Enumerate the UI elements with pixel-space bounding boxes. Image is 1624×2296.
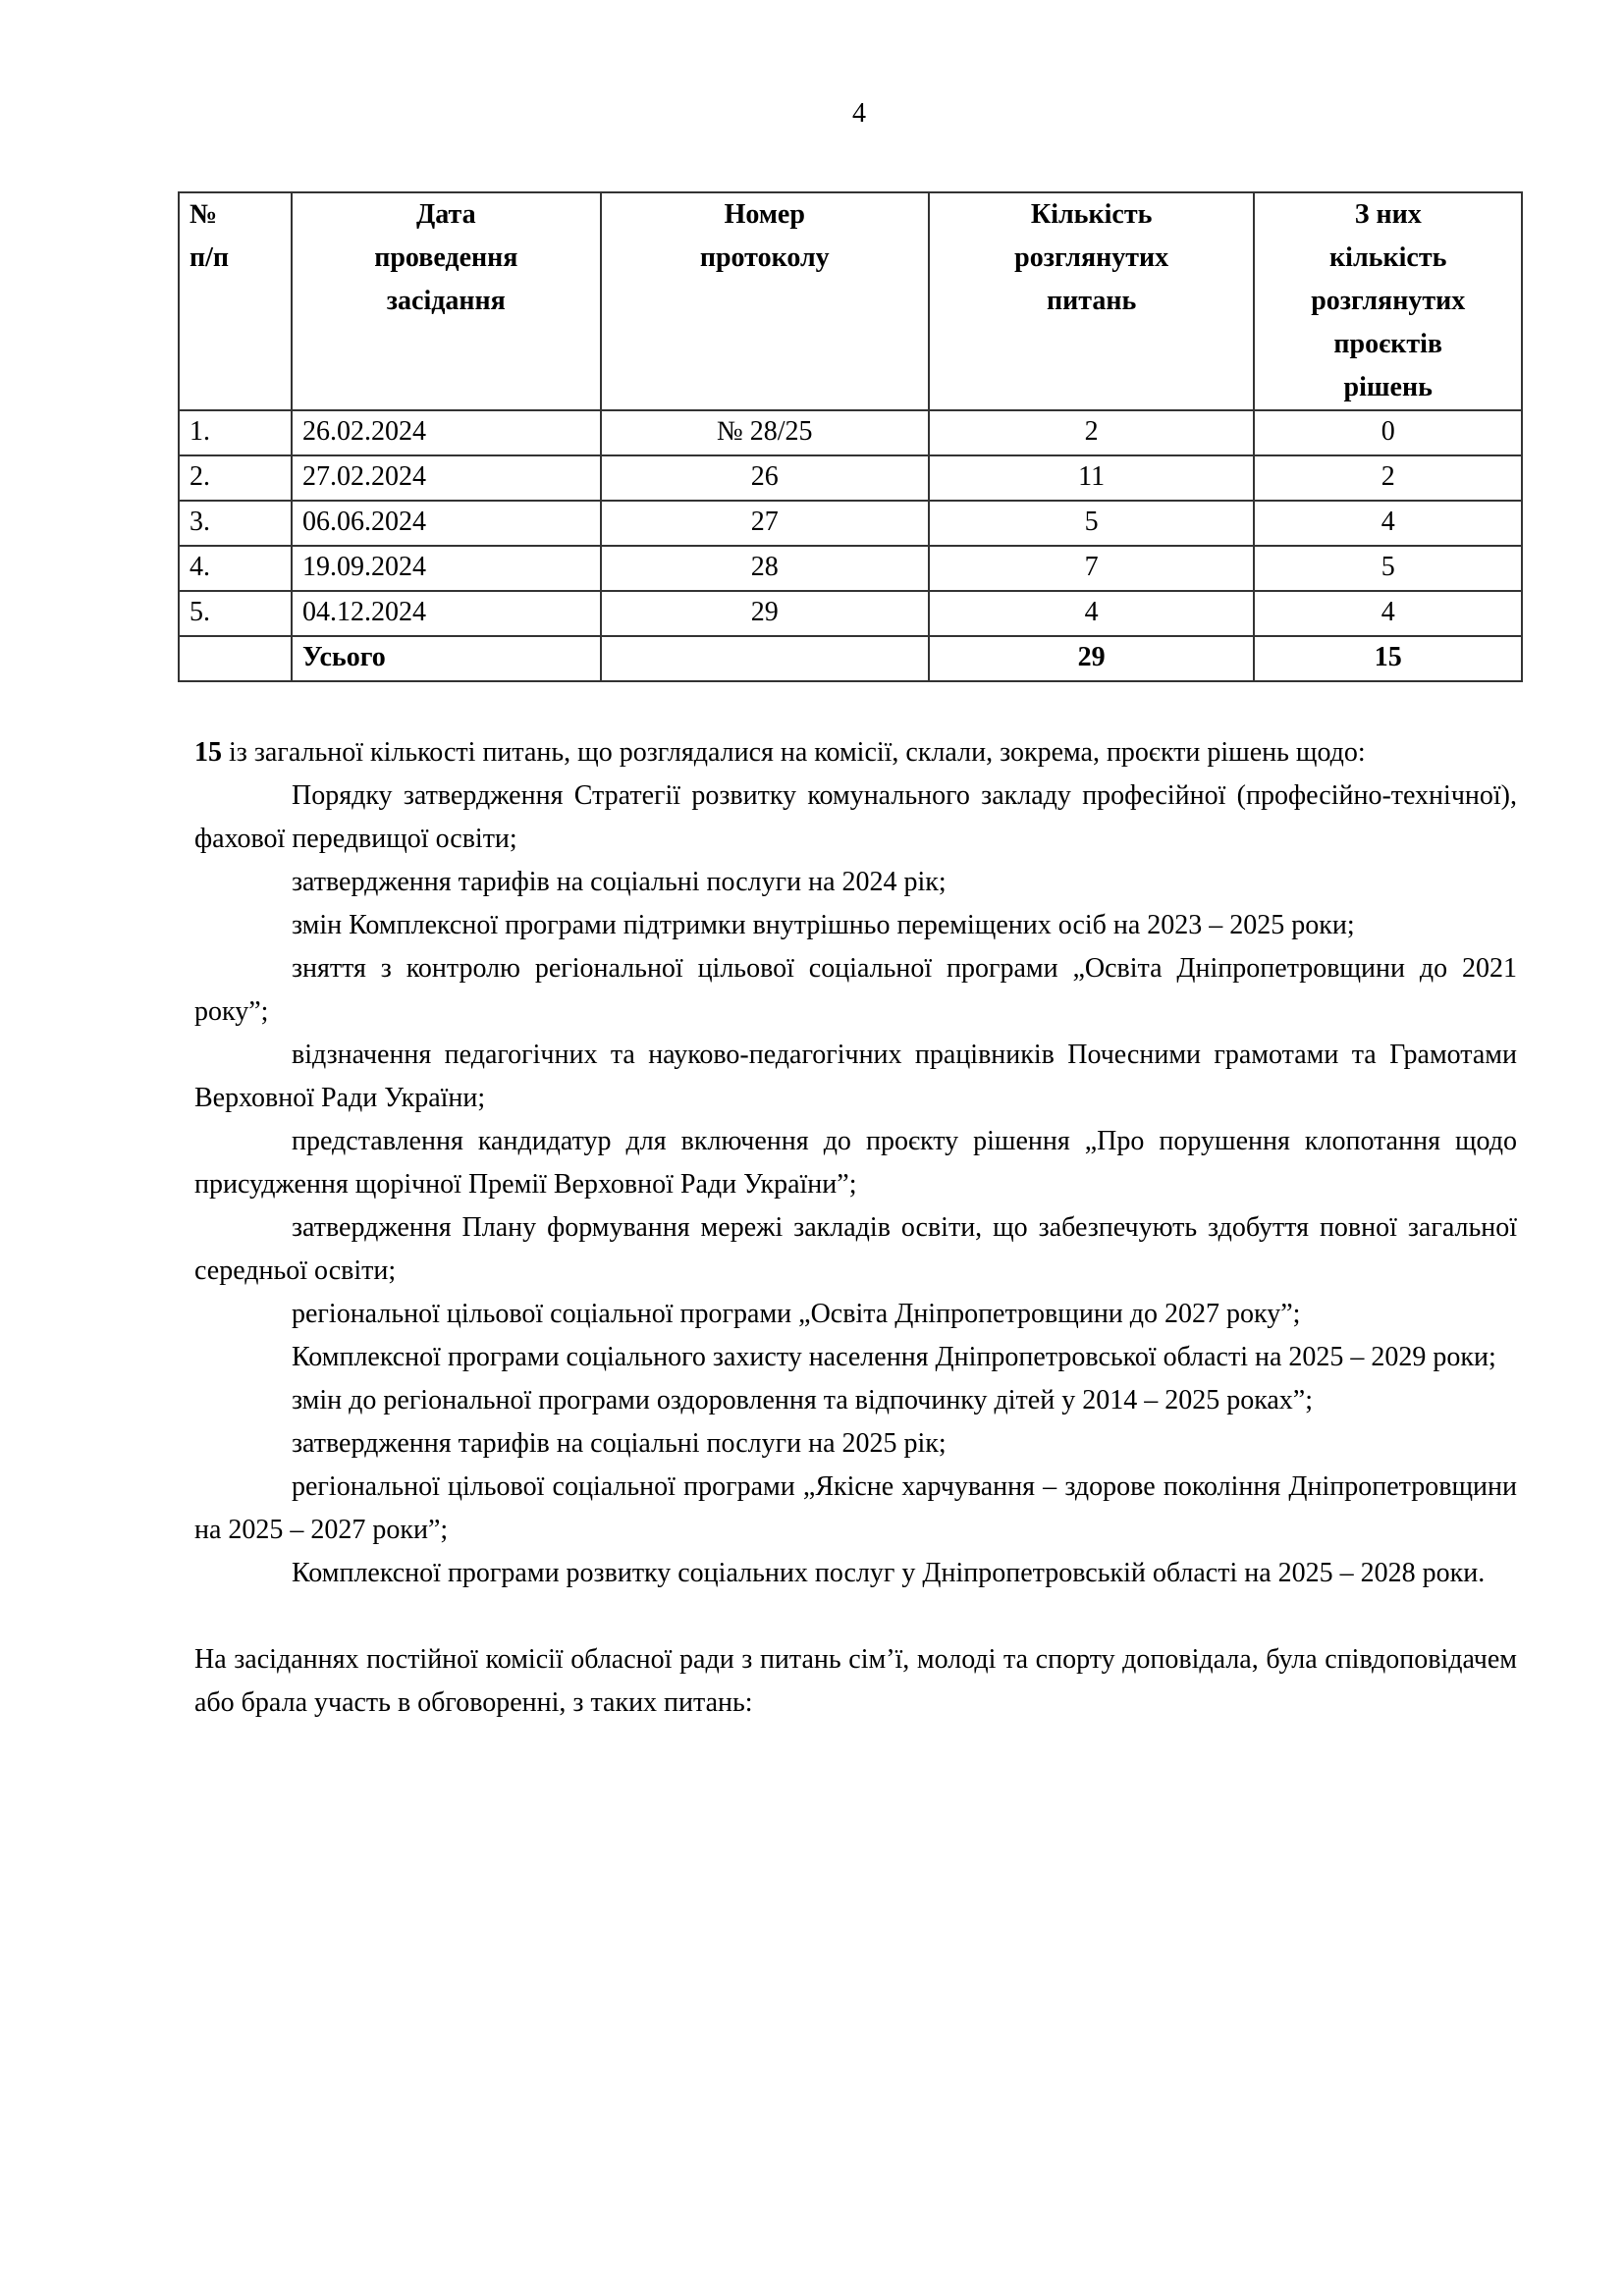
table-total-row bbox=[179, 636, 1522, 681]
cell-protocol: 27 bbox=[601, 501, 929, 546]
cell-protocol: 26 bbox=[601, 455, 929, 501]
list-item: затвердження тарифів на соціальні послуги на 2025 рік; bbox=[292, 1428, 947, 1459]
closing-paragraph: На засіданнях постійної комісії обласної ради з питань сім’ї, молоді та спорту доповідала, була співдоповідачем або брала участь в обговоренні, з таких питань: bbox=[194, 1644, 1517, 1718]
table-row bbox=[179, 455, 1522, 501]
list-item: представлення кандидатур для включення до проєкту рішення „Про порушення клопотання щодо присудження щорічної Премії Верховної Ради України”; bbox=[194, 1126, 1517, 1200]
intro-paragraph bbox=[194, 731, 1517, 774]
body-text bbox=[194, 731, 1517, 1725]
intro-count: 15 bbox=[194, 737, 222, 768]
header-questions: Кількість розглянутих питань bbox=[929, 192, 1255, 410]
cell-date: 06.06.2024 bbox=[292, 501, 601, 546]
cell-questions: 7 bbox=[929, 546, 1255, 591]
header-date: Дата проведення засідання bbox=[292, 192, 601, 410]
total-label: Усього bbox=[292, 636, 601, 681]
cell-questions: 4 bbox=[929, 591, 1255, 636]
cell-protocol: 28 bbox=[601, 546, 929, 591]
cell-questions: 11 bbox=[929, 455, 1255, 501]
table-row bbox=[179, 410, 1522, 455]
cell-num: 4. bbox=[179, 546, 292, 591]
cell-date: 19.09.2024 bbox=[292, 546, 601, 591]
table-row bbox=[179, 546, 1522, 591]
cell-drafts: 5 bbox=[1254, 546, 1522, 591]
list-item: Порядку затвердження Стратегії розвитку комунального закладу професійної (професійно-технічної), фахової передвищої освіти; bbox=[194, 780, 1517, 854]
cell-drafts: 4 bbox=[1254, 501, 1522, 546]
cell-date: 27.02.2024 bbox=[292, 455, 601, 501]
total-drafts: 15 bbox=[1254, 636, 1522, 681]
list-item: змін до регіональної програми оздоровлення та відпочинку дітей у 2014 – 2025 роках”; bbox=[292, 1385, 1314, 1415]
header-num: № п/п bbox=[179, 192, 292, 410]
header-drafts: З них кількість розглянутих проєктів рішень bbox=[1254, 192, 1522, 410]
cell-empty bbox=[601, 636, 929, 681]
cell-num: 5. bbox=[179, 591, 292, 636]
list-item: Комплексної програми розвитку соціальних послуг у Дніпропетровській області на 2025 – 2028 роки. bbox=[292, 1558, 1486, 1588]
total-questions: 29 bbox=[929, 636, 1255, 681]
cell-drafts: 0 bbox=[1254, 410, 1522, 455]
cell-protocol: 29 bbox=[601, 591, 929, 636]
page-number: 4 bbox=[852, 98, 866, 129]
cell-drafts: 2 bbox=[1254, 455, 1522, 501]
list-item: відзначення педагогічних та науково-педагогічних працівників Почесними грамотами та Грамотами Верховної Ради України; bbox=[194, 1040, 1517, 1113]
table-row bbox=[179, 591, 1522, 636]
list-item: затвердження тарифів на соціальні послуги на 2024 рік; bbox=[292, 867, 947, 897]
list-item: Комплексної програми соціального захисту населення Дніпропетровської області на 2025 – 2029 роки; bbox=[292, 1342, 1496, 1372]
list-item: регіональної цільової соціальної програми „Освіта Дніпропетровщини до 2027 року”; bbox=[292, 1299, 1301, 1329]
header-protocol: Номер протоколу bbox=[601, 192, 929, 410]
cell-questions: 2 bbox=[929, 410, 1255, 455]
cell-date: 26.02.2024 bbox=[292, 410, 601, 455]
list-item: регіональної цільової соціальної програми „Якісне харчування – здорове покоління Дніпропетровщини на 2025 – 2027 роки”; bbox=[194, 1471, 1517, 1545]
cell-date: 04.12.2024 bbox=[292, 591, 601, 636]
list-item: зняття з контролю регіональної цільової соціальної програми „Освіта Дніпропетровщини до 2021 року”; bbox=[194, 953, 1517, 1027]
list-item: змін Комплексної програми підтримки внутрішньо переміщених осіб на 2023 – 2025 роки; bbox=[292, 910, 1355, 940]
cell-num: 3. bbox=[179, 501, 292, 546]
cell-questions: 5 bbox=[929, 501, 1255, 546]
cell-protocol: № 28/25 bbox=[601, 410, 929, 455]
cell-num: 2. bbox=[179, 455, 292, 501]
table-row bbox=[179, 501, 1522, 546]
table-header-row bbox=[179, 192, 1522, 410]
cell-empty bbox=[179, 636, 292, 681]
cell-drafts: 4 bbox=[1254, 591, 1522, 636]
spacer bbox=[194, 1595, 1517, 1638]
meetings-table bbox=[178, 191, 1523, 682]
list-item: затвердження Плану формування мережі закладів освіти, що забезпечують здобуття повної загальної середньої освіти; bbox=[194, 1212, 1517, 1286]
intro-text: із загальної кількості питань, що розглядалися на комісії, склали, зокрема, проєкти рішень щодо: bbox=[222, 737, 1366, 768]
cell-num: 1. bbox=[179, 410, 292, 455]
